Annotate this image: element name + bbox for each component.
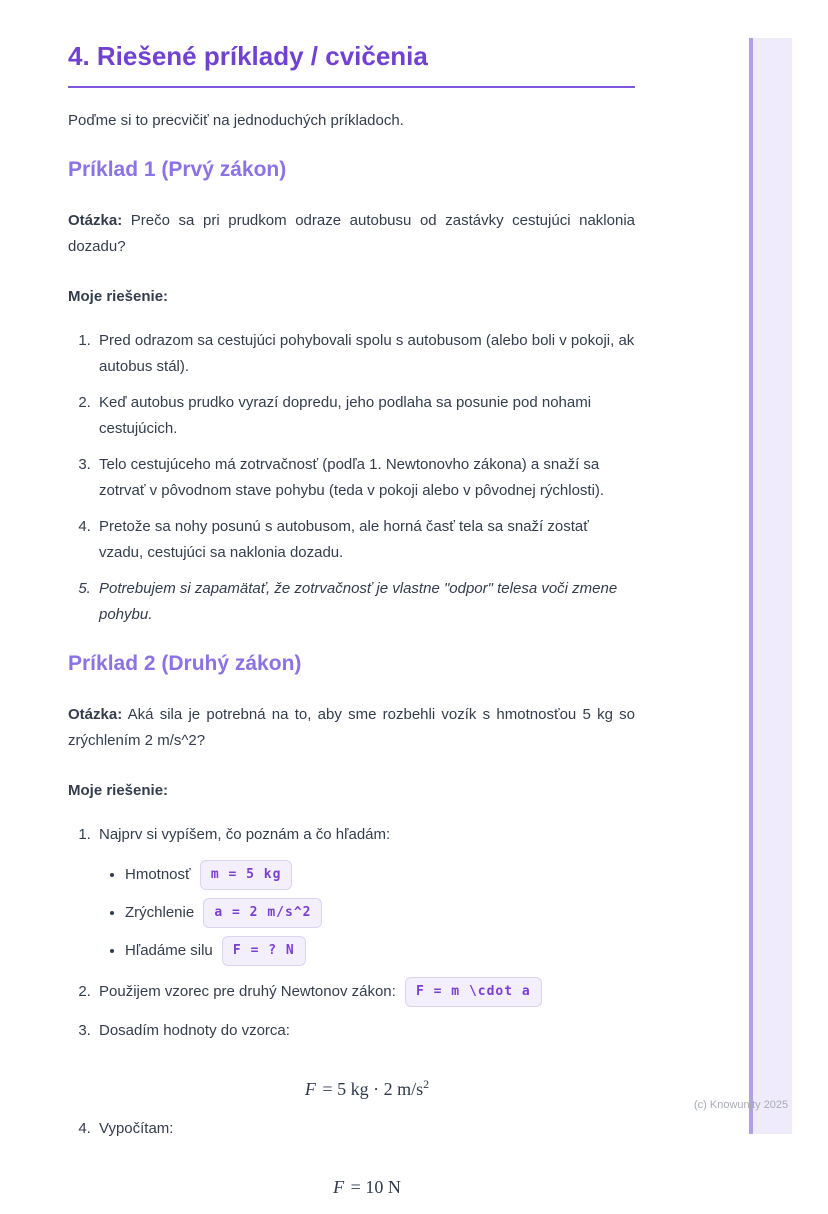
known-item	[125, 936, 635, 966]
math-formula-result: F = 10 N	[333, 1176, 401, 1197]
step-item: 2. Použijem vzorec pre druhý Newtonov zákon: F = m \cdot a	[95, 977, 635, 1007]
step-item-note: 5. Potrebujem si zapamätať, že zotrvačnosť je vlastne "odpor" telesa voči zmene pohybu.	[95, 576, 635, 627]
example2-heading: Príklad 2 (Druhý zákon)	[68, 652, 302, 676]
known-label: Hľadáme silu	[125, 942, 213, 960]
known-label: Zrýchlenie	[125, 904, 195, 921]
example1-solution-label: Moje riešenie:	[68, 288, 169, 306]
known-item	[125, 860, 635, 890]
example2-steps-list	[68, 822, 635, 1202]
question-text: Prečo sa pri prudkom odraze autobusu od zastávky cestujúci naklonia dozadu?	[68, 211, 635, 255]
knowns-list	[99, 860, 635, 966]
inline-code-mass: m = 5 kg	[200, 860, 293, 890]
step-item: 1. Najprv si vypíšem, čo poznám a čo hľadám: • Hmotnosť m = 5 kg • Zrýchlenie a = 2 m/s^2 • Hľadáme silu F = ? N	[95, 822, 635, 966]
inline-code-formula: F = m \cdot a	[405, 977, 542, 1007]
intro-paragraph: Poďme si to precvičiť na jednoduchých príkladoch.	[68, 111, 404, 129]
inline-code-force: F = ? N	[222, 936, 306, 966]
inline-code-acceleration: a = 2 m/s^2	[203, 898, 322, 928]
known-item	[125, 898, 635, 928]
question-label: Otázka:	[68, 211, 123, 229]
math-formula-substitution: F = 5 kg · 2 $m/s^2$	[304, 1076, 430, 1099]
example1-question	[68, 208, 635, 261]
question-text: Aká sila je potrebná na to, aby sme rozbehli vozík s hmotnosťou 5 kg so zrýchlením 2 m/s^2?	[68, 705, 635, 749]
document-content	[68, 0, 635, 1214]
example2-solution-label: Moje riešenie:	[68, 782, 169, 800]
step-item: 3. Telo cestujúceho má zotrvačnosť (podľa 1. Newtonovho zákona) a snaží sa zotrvať v pôvodnom stave pohybu (teda v pokoji alebo v pôvodnej rýchlosti).	[95, 452, 635, 503]
example1-steps-list	[68, 328, 635, 627]
step-item: 2. Keď autobus prudko vyrazí dopredu, jeho podlaha sa posunie pod nohami cestujúcich.	[95, 390, 635, 441]
knowunity-watermark: (c) Knowunity 2025	[694, 1099, 789, 1111]
step-item: 4. Pretože sa nohy posunú s autobusom, ale horná časť tela sa snaží zostať vzadu, cestujúci sa naklonia dozadu.	[95, 514, 635, 565]
example1-heading: Príklad 1 (Prvý zákon)	[68, 158, 287, 182]
question-label: Otázka:	[68, 705, 123, 723]
step-item: 4. Vypočítam: F = 10 N	[95, 1116, 635, 1202]
page-edge-strip	[749, 38, 792, 1134]
step-item: 3. Dosadím hodnoty do vzorca: F = 5 kg · 2 $m/s^2$	[95, 1018, 635, 1104]
known-label: Hmotnosť	[125, 865, 191, 883]
example2-question	[68, 702, 635, 755]
step-item: 1. Pred odrazom sa cestujúci pohybovali spolu s autobusom (alebo boli v pokoji, ak autobus stál).	[95, 328, 635, 379]
page-title: 4. Riešené príklady / cvičenia	[68, 0, 635, 88]
